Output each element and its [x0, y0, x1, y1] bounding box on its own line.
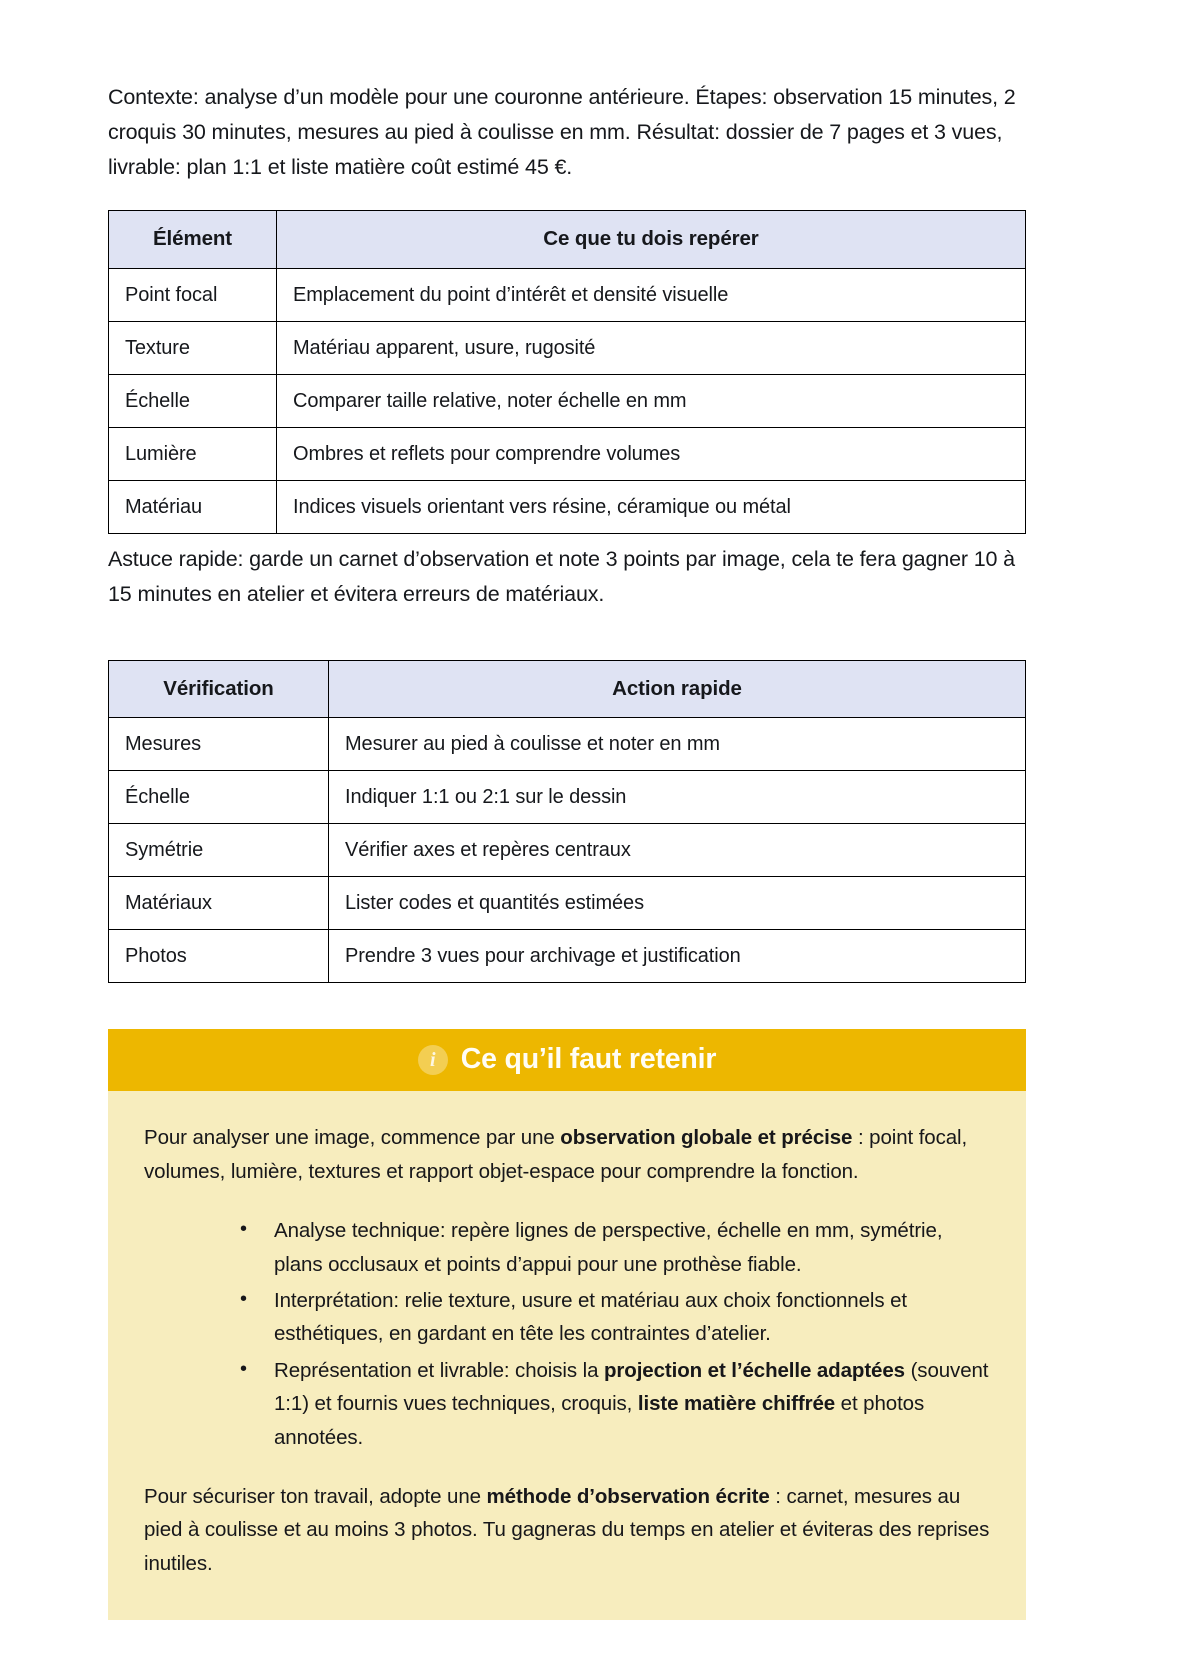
callout-retenir	[108, 1029, 1026, 1620]
table1-cell-0-1: Emplacement du point d’intérêt et densité visuelle	[277, 269, 1026, 322]
table1-cell-3-1: Ombres et reflets pour comprendre volumes	[277, 428, 1026, 481]
table-row	[109, 877, 1026, 930]
table-verifications	[108, 660, 1026, 984]
table1-cell-1-1: Matériau apparent, usure, rugosité	[277, 322, 1026, 375]
callout-bullet-list	[144, 1214, 990, 1454]
table-row	[109, 481, 1026, 534]
info-circle-icon: i	[418, 1045, 448, 1075]
table2-cell-2-0: Symétrie	[109, 824, 329, 877]
table2-cell-1-1: Indiquer 1:1 ou 2:1 sur le dessin	[329, 771, 1026, 824]
table-header-row	[109, 211, 1026, 269]
table1-cell-3-0: Lumière	[109, 428, 277, 481]
table2-cell-2-1: Vérifier axes et repères centraux	[329, 824, 1026, 877]
table2-header-cell-1: Action rapide	[329, 660, 1026, 718]
list-item: • Analyse technique: repère lignes de perspective, échelle en mm, symétrie, plans occlusaux et points d’appui pour une prothèse fiable.	[240, 1214, 990, 1281]
tip-paragraph: Astuce rapide: garde un carnet d’observation et note 3 points par image, cela te fera gagner 10 à 15 minutes en atelier et évitera erreurs de matériaux.	[108, 547, 1015, 606]
callout-title: Ce qu’il faut retenir	[460, 1043, 717, 1076]
table-row	[109, 269, 1026, 322]
table-row	[109, 771, 1026, 824]
table2-cell-0-1: Mesurer au pied à coulisse et noter en mm	[329, 718, 1026, 771]
table1-cell-2-0: Échelle	[109, 375, 277, 428]
table-row	[109, 428, 1026, 481]
table2-cell-1-0: Échelle	[109, 771, 329, 824]
callout-intro-paragraph: Pour analyser une image, commence par une observation globale et précise : point focal, volumes, lumière, textures et rapport objet-espace pour comprendre la fonction.	[144, 1126, 968, 1183]
table2-cell-4-1: Prendre 3 vues pour archivage et justification	[329, 930, 1026, 983]
table2-cell-0-0: Mesures	[109, 718, 329, 771]
table-row	[109, 930, 1026, 983]
callout-outro-paragraph: Pour sécuriser ton travail, adopte une méthode d’observation écrite : carnet, mesures au pied à coulisse et au moins 3 photos. Tu gagneras du temps en atelier et éviteras des reprises inutiles.	[144, 1485, 990, 1575]
list-item: • Interprétation: relie texture, usure et matériau aux choix fonctionnels et esthétiques, en gardant en tête les contraintes d’atelier.	[240, 1284, 990, 1351]
table-row	[109, 375, 1026, 428]
callout-body	[108, 1091, 1026, 1620]
table-elements	[108, 210, 1026, 534]
table-row	[109, 718, 1026, 771]
table1-cell-2-1: Comparer taille relative, noter échelle en mm	[277, 375, 1026, 428]
table-row	[109, 322, 1026, 375]
table-row	[109, 824, 1026, 877]
table1-cell-4-1: Indices visuels orientant vers résine, céramique ou métal	[277, 481, 1026, 534]
table-header-row	[109, 660, 1026, 718]
table1-header-cell-1: Ce que tu dois repérer	[277, 211, 1026, 269]
list-item: • Représentation et livrable: choisis la projection et l’échelle adaptées (souvent 1:1) et fournis vues techniques, croquis, liste matière chiffrée et photos annotées.	[240, 1354, 990, 1454]
table1-cell-0-0: Point focal	[109, 269, 277, 322]
table1-header-cell-0: Élément	[109, 211, 277, 269]
callout-header	[108, 1029, 1026, 1091]
spacer	[108, 612, 1092, 660]
intro-paragraph: Contexte: analyse d’un modèle pour une couronne antérieure. Étapes: observation 15 minutes, 2 croquis 30 minutes, mesures au pied à coulisse en mm. Résultat: dossier de 7 pages et 3 vues, livrable: plan 1:1 et liste matière coût estimé 45 €.	[108, 85, 1016, 179]
table2-header-cell-0: Vérification	[109, 660, 329, 718]
table1-cell-1-0: Texture	[109, 322, 277, 375]
table1-cell-4-0: Matériau	[109, 481, 277, 534]
table2-cell-3-1: Lister codes et quantités estimées	[329, 877, 1026, 930]
table2-cell-3-0: Matériaux	[109, 877, 329, 930]
table2-cell-4-0: Photos	[109, 930, 329, 983]
